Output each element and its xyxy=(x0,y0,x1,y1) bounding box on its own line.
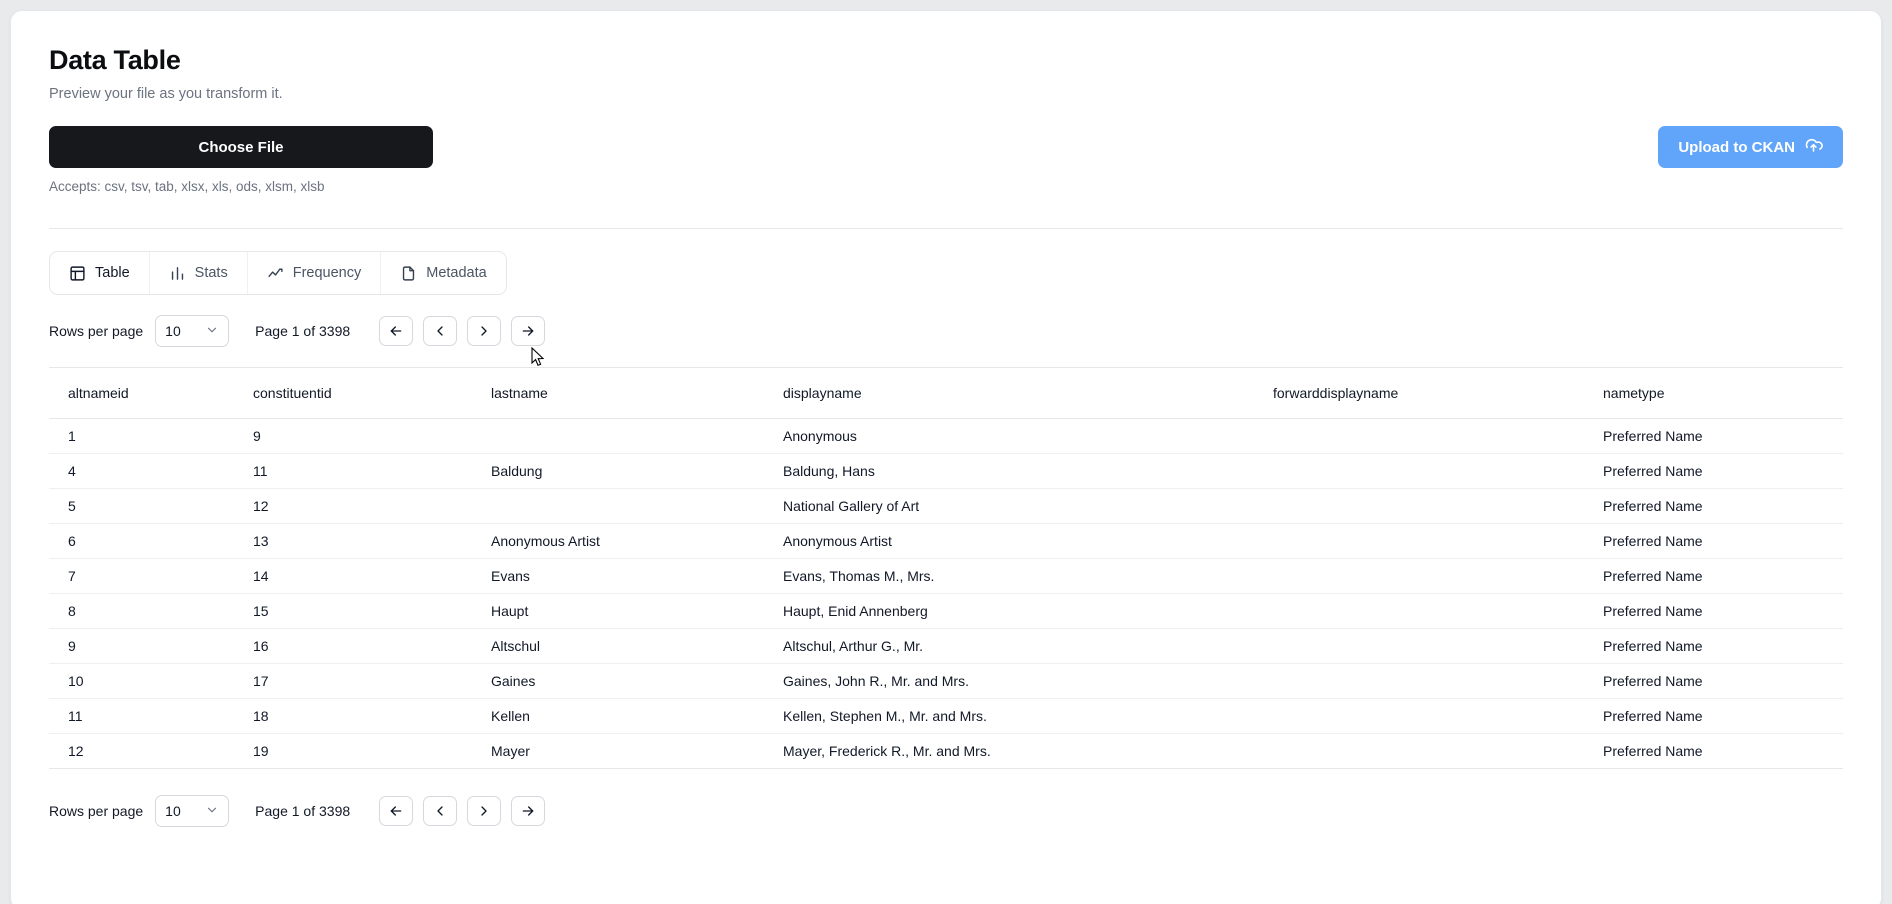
cell-altnameid: 4 xyxy=(49,454,234,489)
page-nav-buttons-bottom xyxy=(379,796,545,826)
cell-lastname xyxy=(472,489,764,524)
tab-table-label: Table xyxy=(95,265,130,281)
rows-per-page-label-bottom: Rows per page xyxy=(49,803,144,819)
tab-stats[interactable] xyxy=(150,252,248,294)
previous-page-button-bottom[interactable] xyxy=(423,796,457,826)
actions-row xyxy=(49,126,1843,194)
cell-forwarddisplayname xyxy=(1254,699,1584,734)
cell-lastname: Baldung xyxy=(472,454,764,489)
cell-altnameid: 6 xyxy=(49,524,234,559)
rows-per-page-value-top: 10 xyxy=(165,323,181,339)
cell-forwarddisplayname xyxy=(1254,594,1584,629)
column-header-forwarddisplayname[interactable]: forwarddisplayname xyxy=(1254,368,1584,419)
rows-per-page-value-bottom: 10 xyxy=(165,803,181,819)
cell-forwarddisplayname xyxy=(1254,559,1584,594)
table-header-row xyxy=(49,368,1843,419)
first-page-button-top[interactable] xyxy=(379,316,413,346)
column-header-altnameid[interactable]: altnameid xyxy=(49,368,234,419)
cell-constituentid: 18 xyxy=(234,699,472,734)
previous-page-button-top[interactable] xyxy=(423,316,457,346)
tab-frequency[interactable] xyxy=(248,252,382,294)
chevron-down-icon xyxy=(205,803,219,820)
table-row xyxy=(49,559,1843,594)
table-row xyxy=(49,699,1843,734)
table-row xyxy=(49,419,1843,454)
cloud-upload-icon xyxy=(1804,136,1823,159)
choose-file-button[interactable]: Choose File xyxy=(49,126,433,168)
column-header-constituentid[interactable]: constituentid xyxy=(234,368,472,419)
cell-forwarddisplayname xyxy=(1254,489,1584,524)
cell-nametype: Preferred Name xyxy=(1584,734,1843,769)
cell-displayname: Baldung, Hans xyxy=(764,454,1254,489)
cell-lastname: Anonymous Artist xyxy=(472,524,764,559)
table-row xyxy=(49,594,1843,629)
cell-nametype: Preferred Name xyxy=(1584,629,1843,664)
cell-lastname: Gaines xyxy=(472,664,764,699)
pagination-top xyxy=(49,309,1843,353)
last-page-button-top[interactable] xyxy=(511,316,545,346)
cell-displayname: Altschul, Arthur G., Mr. xyxy=(764,629,1254,664)
cell-nametype: Preferred Name xyxy=(1584,664,1843,699)
upload-to-ckan-button[interactable] xyxy=(1658,126,1843,168)
first-page-button-bottom[interactable] xyxy=(379,796,413,826)
section-divider xyxy=(49,228,1843,229)
page-title: Data Table xyxy=(49,45,181,75)
pagination-bottom xyxy=(49,789,1843,833)
upload-button-label: Upload to CKAN xyxy=(1678,138,1795,156)
cell-altnameid: 11 xyxy=(49,699,234,734)
column-header-displayname[interactable]: displayname xyxy=(764,368,1254,419)
cell-altnameid: 8 xyxy=(49,594,234,629)
table-row xyxy=(49,664,1843,699)
cell-displayname: Haupt, Enid Annenberg xyxy=(764,594,1254,629)
cell-displayname: Gaines, John R., Mr. and Mrs. xyxy=(764,664,1254,699)
table-head xyxy=(49,368,1843,419)
cell-constituentid: 15 xyxy=(234,594,472,629)
cell-forwarddisplayname xyxy=(1254,664,1584,699)
table-row xyxy=(49,454,1843,489)
page-subtitle: Preview your file as you transform it. xyxy=(49,86,283,102)
cell-lastname: Kellen xyxy=(472,699,764,734)
bar-chart-icon xyxy=(169,265,186,282)
cell-constituentid: 14 xyxy=(234,559,472,594)
next-page-button-bottom[interactable] xyxy=(467,796,501,826)
cell-forwarddisplayname xyxy=(1254,734,1584,769)
cell-altnameid: 1 xyxy=(49,419,234,454)
cell-forwarddisplayname xyxy=(1254,524,1584,559)
cell-nametype: Preferred Name xyxy=(1584,489,1843,524)
tab-frequency-label: Frequency xyxy=(292,265,362,281)
cell-nametype: Preferred Name xyxy=(1584,419,1843,454)
cell-constituentid: 16 xyxy=(234,629,472,664)
cell-lastname: Mayer xyxy=(472,734,764,769)
cell-nametype: Preferred Name xyxy=(1584,699,1843,734)
rows-per-page-select-top[interactable] xyxy=(155,315,229,347)
cell-altnameid: 9 xyxy=(49,629,234,664)
cell-constituentid: 13 xyxy=(234,524,472,559)
cell-constituentid: 12 xyxy=(234,489,472,524)
table-row xyxy=(49,629,1843,664)
cell-displayname: Kellen, Stephen M., Mr. and Mrs. xyxy=(764,699,1254,734)
cell-nametype: Preferred Name xyxy=(1584,454,1843,489)
chevron-down-icon xyxy=(205,323,219,340)
next-page-button-top[interactable] xyxy=(467,316,501,346)
tab-stats-label: Stats xyxy=(194,265,228,281)
cell-forwarddisplayname xyxy=(1254,454,1584,489)
data-table xyxy=(49,367,1843,769)
column-header-lastname[interactable]: lastname xyxy=(472,368,764,419)
table-body xyxy=(49,419,1843,769)
cell-forwarddisplayname xyxy=(1254,419,1584,454)
tab-metadata-label: Metadata xyxy=(426,265,487,281)
cell-displayname: Evans, Thomas M., Mrs. xyxy=(764,559,1254,594)
cell-altnameid: 10 xyxy=(49,664,234,699)
cell-nametype: Preferred Name xyxy=(1584,524,1843,559)
cell-nametype: Preferred Name xyxy=(1584,594,1843,629)
cell-displayname: Anonymous Artist xyxy=(764,524,1254,559)
tab-metadata[interactable] xyxy=(381,252,505,294)
cell-constituentid: 9 xyxy=(234,419,472,454)
cell-lastname: Altschul xyxy=(472,629,764,664)
rows-per-page-select-bottom[interactable] xyxy=(155,795,229,827)
cell-displayname: Anonymous xyxy=(764,419,1254,454)
cell-altnameid: 12 xyxy=(49,734,234,769)
page-status-bottom: Page 1 of 3398 xyxy=(255,802,351,819)
cell-altnameid: 7 xyxy=(49,559,234,594)
table-row xyxy=(49,489,1843,524)
table-icon xyxy=(69,265,86,282)
page-nav-buttons-top xyxy=(379,316,545,346)
cell-lastname: Evans xyxy=(472,559,764,594)
table-row xyxy=(49,734,1843,769)
cell-forwarddisplayname xyxy=(1254,629,1584,664)
accepted-formats-text: Accepts: csv, tsv, tab, xlsx, xls, ods, xlsm, xlsb xyxy=(49,179,325,194)
column-header-nametype[interactable]: nametype xyxy=(1584,368,1843,419)
cell-displayname: National Gallery of Art xyxy=(764,489,1254,524)
line-chart-icon xyxy=(267,265,284,282)
rows-per-page-label-top: Rows per page xyxy=(49,323,144,339)
cell-displayname: Mayer, Frederick R., Mr. and Mrs. xyxy=(764,734,1254,769)
last-page-button-bottom[interactable] xyxy=(511,796,545,826)
choose-file-block xyxy=(49,126,433,194)
cell-constituentid: 19 xyxy=(234,734,472,769)
cell-constituentid: 11 xyxy=(234,454,472,489)
view-tabs xyxy=(49,251,507,295)
data-table-card xyxy=(10,10,1882,904)
page-status-top: Page 1 of 3398 xyxy=(255,322,351,339)
cell-constituentid: 17 xyxy=(234,664,472,699)
cell-altnameid: 5 xyxy=(49,489,234,524)
table-row xyxy=(49,524,1843,559)
tab-table[interactable] xyxy=(50,252,150,294)
document-icon xyxy=(400,265,417,282)
cell-nametype: Preferred Name xyxy=(1584,559,1843,594)
cell-lastname: Haupt xyxy=(472,594,764,629)
cell-lastname xyxy=(472,419,764,454)
